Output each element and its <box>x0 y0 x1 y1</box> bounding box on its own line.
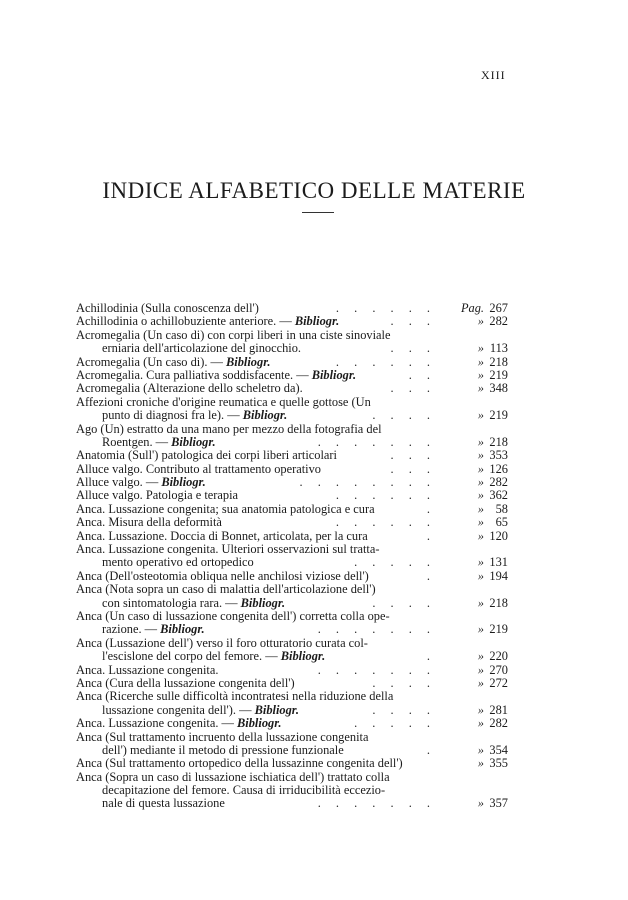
page-number: 219 <box>489 367 508 382</box>
page-number: 353 <box>489 448 508 463</box>
index-entry <box>76 543 508 570</box>
entry-text: erniaria dell'articolazione del ginocchio. <box>102 341 302 356</box>
entry-heading <box>76 503 508 516</box>
page-number: 219 <box>489 408 508 423</box>
index-entry <box>76 570 508 583</box>
dot-leader: . . . . . . . <box>317 434 436 449</box>
dot-leader: . . . . <box>372 408 436 423</box>
page-number: 218 <box>489 354 508 369</box>
dot-leader: . . . . . . . <box>317 796 436 811</box>
page-marker: » <box>477 716 484 731</box>
page-number: 65 <box>495 515 508 530</box>
entry-heading <box>76 771 508 784</box>
page-number: 354 <box>489 742 508 757</box>
index-entry <box>76 302 508 315</box>
index-entry <box>76 489 508 502</box>
page-number: 131 <box>489 555 508 570</box>
entry-text: Anca. Lussazione congenita. <box>76 662 219 677</box>
index-entry <box>76 583 508 610</box>
dot-leader: . . . . . . <box>335 515 436 530</box>
entry-heading <box>76 302 508 315</box>
page-number: 282 <box>489 314 508 329</box>
index-entry <box>76 369 508 382</box>
entry-continuation <box>76 597 508 610</box>
page-marker: » <box>477 354 484 369</box>
entry-heading <box>76 463 508 476</box>
page-number: 218 <box>489 595 508 610</box>
dot-leader: . . . . . . <box>335 301 436 315</box>
entry-heading <box>76 731 508 744</box>
entry-text: decapitazione del femore. Causa di irriducibilità eccezio- <box>102 783 386 798</box>
page-number: 282 <box>489 475 508 490</box>
entry-continuation <box>76 704 508 717</box>
page-folio: XIII <box>481 68 506 82</box>
dot-leader: . . . . <box>372 595 436 610</box>
page-number: 126 <box>489 461 508 476</box>
page-marker: » <box>477 595 484 610</box>
entry-continuation <box>76 409 508 422</box>
entry-text: Affezioni croniche d'origine reumatica e quelle gottose (Un <box>76 394 371 409</box>
entry-heading <box>76 677 508 690</box>
dot-leader: . . <box>408 367 436 382</box>
index-entry <box>76 717 508 730</box>
entry-text: Anca (Un caso di lussazione congenita dell') corretta colla ope- <box>76 608 390 623</box>
dot-leader: . . . . . <box>354 555 436 570</box>
entry-text: Anca (Cura della lussazione congenita dell') <box>76 675 295 690</box>
index-entry <box>76 530 508 543</box>
dot-leader: . <box>426 528 436 543</box>
dot-leader: . . . . . . <box>335 354 436 369</box>
entry-heading <box>76 610 508 623</box>
dot-leader: . <box>426 501 436 516</box>
page-marker: » <box>477 649 484 664</box>
page-marker: » <box>477 381 484 396</box>
entry-text: Anca (Nota sopra un caso di malattia dell'articolazione dell') <box>76 582 376 597</box>
entry-text: Achillodinia o achillobuziente anteriore. — Bibliogr. <box>76 314 340 329</box>
entry-continuation <box>76 436 508 449</box>
page-number: 220 <box>489 649 508 664</box>
entry-heading <box>76 583 508 596</box>
dot-leader: . . . . <box>372 675 436 690</box>
entry-text: Anca (Sul trattamento incruento della lussazione congenita <box>76 729 369 744</box>
entry-heading <box>76 369 508 382</box>
index-entry <box>76 677 508 690</box>
entry-heading <box>76 543 508 556</box>
entry-continuation <box>76 556 508 569</box>
dot-leader: . <box>426 568 436 583</box>
entry-text: punto di diagnosi fra le). — Bibliogr. <box>102 408 288 423</box>
entry-heading <box>76 570 508 583</box>
entry-text: Acromegalia. Cura palliativa soddisfacente. — Bibliogr. <box>76 367 357 382</box>
page-marker: » <box>477 702 484 717</box>
page-marker: » <box>477 475 484 490</box>
page-marker: » <box>477 568 484 583</box>
entry-heading <box>76 757 508 770</box>
entry-text: Acromegalia (Un caso di) con corpi liberi in una ciste sinoviale <box>76 327 391 342</box>
title-rule <box>302 212 334 213</box>
index-entry <box>76 731 508 758</box>
dot-leader: . . . . . . . <box>317 622 436 637</box>
index-entry <box>76 423 508 450</box>
entry-text: Roentgen. — Bibliogr. <box>102 434 216 449</box>
entry-continuation <box>76 784 508 797</box>
entry-continuation <box>76 744 508 757</box>
entry-heading <box>76 690 508 703</box>
page-marker: » <box>477 756 484 771</box>
entry-heading <box>76 356 508 369</box>
entry-text: con sintomatologia rara. — Bibliogr. <box>102 595 286 610</box>
index-entry <box>76 637 508 664</box>
entry-text: Anca (Sopra un caso di lussazione ischiatica dell') trattato colla <box>76 769 390 784</box>
page-marker: » <box>477 488 484 503</box>
dot-leader: . . . <box>390 314 436 329</box>
entry-heading <box>76 664 508 677</box>
entry-heading <box>76 396 508 409</box>
dot-leader: . . . <box>390 448 436 463</box>
page-number: 270 <box>489 662 508 677</box>
page-marker: » <box>477 408 484 423</box>
entry-text: Anca. Lussazione congenita. — Bibliogr. <box>76 716 282 731</box>
dot-leader: . . . . . . . <box>317 662 436 677</box>
page-marker: » <box>477 742 484 757</box>
dot-leader: . <box>426 649 436 664</box>
entry-text: Anca. Misura della deformità <box>76 515 222 530</box>
entry-text: lussazione congenita dell'). — Bibliogr. <box>102 702 300 717</box>
index-entry <box>76 503 508 516</box>
dot-leader: . . . <box>390 461 436 476</box>
entry-text: Anca (Sul trattamento ortopedico della lussazinne congenita dell') <box>76 756 403 771</box>
entry-text: Acromegalia (Un caso di). — Bibliogr. <box>76 354 271 369</box>
index-entry <box>76 664 508 677</box>
entry-text: Ago (Un) estratto da una mano per mezzo della fotografia del <box>76 421 382 436</box>
index-entry <box>76 690 508 717</box>
index-entry <box>76 396 508 423</box>
entry-text: nale di questa lussazione <box>102 796 225 811</box>
entry-text: Anca. Lussazione congenita; sua anatomia patologica e cura <box>76 501 375 516</box>
page-marker: » <box>477 528 484 543</box>
entry-heading <box>76 382 508 395</box>
entry-heading <box>76 423 508 436</box>
index-entry <box>76 382 508 395</box>
page-number: 282 <box>489 716 508 731</box>
page-number: 113 <box>489 341 508 356</box>
dot-leader: . . . . <box>372 702 436 717</box>
entry-text: dell') mediante il metodo di pressione funzionale <box>102 742 344 757</box>
entry-continuation <box>76 623 508 636</box>
dot-leader: . <box>426 742 436 757</box>
entry-text: Acromegalia (Alterazione dello scheletro da). <box>76 381 303 396</box>
entry-text: razione. — Bibliogr. <box>102 622 205 637</box>
index-list <box>76 302 508 811</box>
index-entry <box>76 449 508 462</box>
index-entry <box>76 516 508 529</box>
entry-text: Alluce valgo. Patologia e terapia <box>76 488 239 503</box>
entry-heading <box>76 489 508 502</box>
entry-continuation <box>76 797 508 810</box>
index-entry <box>76 329 508 356</box>
index-entry <box>76 356 508 369</box>
page-marker: » <box>477 515 484 530</box>
entry-heading <box>76 476 508 489</box>
dot-leader: . . . . . . <box>335 488 436 503</box>
entry-heading <box>76 315 508 328</box>
entry-heading <box>76 449 508 462</box>
entry-continuation <box>76 650 508 663</box>
index-entry <box>76 610 508 637</box>
page-marker: » <box>477 555 484 570</box>
entry-continuation <box>76 342 508 355</box>
page-marker: » <box>477 622 484 637</box>
entry-heading <box>76 530 508 543</box>
page-marker: » <box>477 341 484 356</box>
page-marker: » <box>477 367 484 382</box>
entry-heading <box>76 516 508 529</box>
index-entry <box>76 463 508 476</box>
page-number: 348 <box>489 381 508 396</box>
page-number: 355 <box>489 756 508 771</box>
entry-text: Alluce valgo. Contributo al trattamento operativo <box>76 461 321 476</box>
page-number: 281 <box>489 702 508 717</box>
page-marker: » <box>477 448 484 463</box>
entry-heading <box>76 329 508 342</box>
dot-leader: . . . <box>390 341 436 356</box>
page-number: 272 <box>489 675 508 690</box>
page-marker: » <box>477 675 484 690</box>
page-number: 120 <box>489 528 508 543</box>
entry-text: Anatomia (Sull') patologica dei corpi liberi articolari <box>76 448 337 463</box>
dot-leader: . . . <box>390 381 436 396</box>
entry-text: Anca. Lussazione. Doccia di Bonnet, articolata, per la cura <box>76 528 368 543</box>
entry-text: Anca (Dell'osteotomia obliqua nelle anchilosi viziose dell') <box>76 568 369 583</box>
page-number: 218 <box>489 434 508 449</box>
page-number: 58 <box>495 501 508 516</box>
index-entry <box>76 771 508 811</box>
dot-leader: . . . . . <box>354 716 436 731</box>
page-marker: » <box>477 314 484 329</box>
page-marker: » <box>477 796 484 811</box>
page-marker: » <box>477 461 484 476</box>
entry-text: Anca (Lussazione dell') verso il foro otturatorio curata col- <box>76 635 368 650</box>
page-number: 194 <box>489 568 508 583</box>
entry-text: mento operativo ed ortopedico <box>102 555 254 570</box>
dot-leader: . . . . . . . . <box>299 475 436 490</box>
page-marker: » <box>477 501 484 516</box>
page-number: 362 <box>489 488 508 503</box>
page-number: 267 <box>489 301 508 315</box>
entry-text: Alluce valgo. — Bibliogr. <box>76 475 206 490</box>
index-entry <box>76 315 508 328</box>
page-title: INDICE ALFABETICO DELLE MATERIE <box>102 178 526 203</box>
page-marker: » <box>477 434 484 449</box>
entry-text: l'escislone del corpo del femore. — Bibliogr. <box>102 649 326 664</box>
entry-text: Achillodinia (Sulla conoscenza dell') <box>76 301 259 315</box>
index-entry <box>76 476 508 489</box>
entry-heading <box>76 717 508 730</box>
index-entry <box>76 757 508 770</box>
entry-text: Anca. Lussazione congenita. Ulteriori osservazioni sul tratta- <box>76 542 380 557</box>
entry-heading <box>76 637 508 650</box>
page-number: 357 <box>489 796 508 811</box>
page-marker: » <box>477 662 484 677</box>
page-number: 219 <box>489 622 508 637</box>
entry-text: Anca (Ricerche sulle difficoltà incontratesi nella riduzione della <box>76 689 394 704</box>
page-marker: Pag. <box>460 301 484 315</box>
